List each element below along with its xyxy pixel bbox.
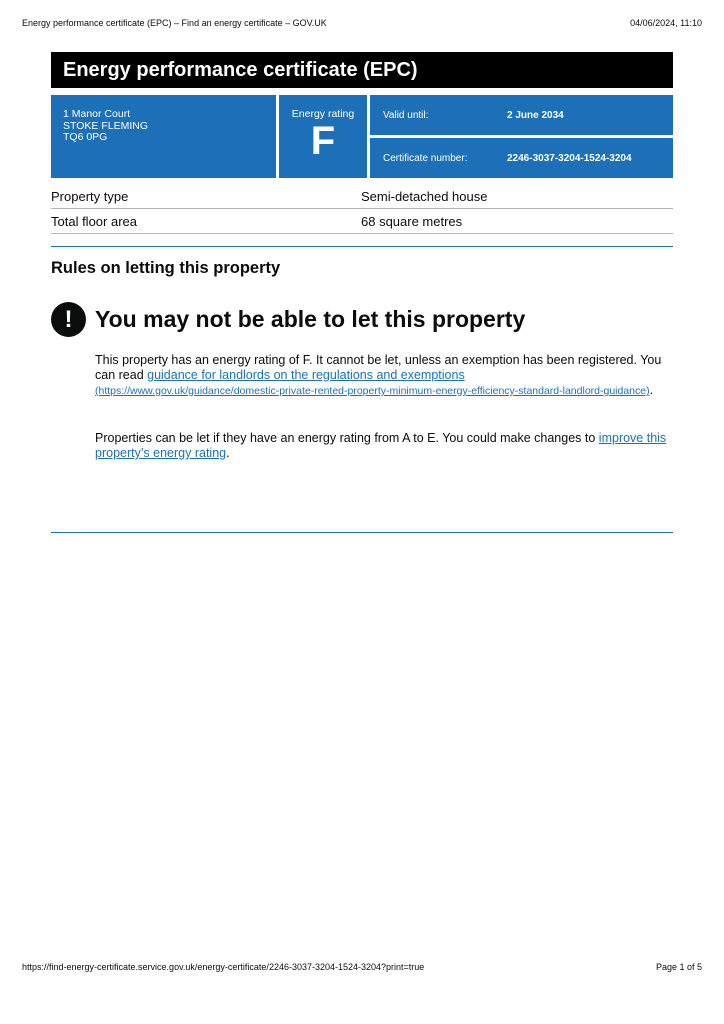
property-type-value: Semi-detached house [361,189,488,204]
certificate-details [370,95,673,178]
paragraph-2-text: Properties can be let if they have an energy rating from A to E. You could make changes to [95,431,599,445]
property-address [51,95,276,178]
letting-paragraph-1 [95,353,673,399]
address-postcode: TQ6 0PG [63,131,108,143]
landlord-guidance-url-link[interactable]: (https://www.gov.uk/guidance/domestic-private-rented-property-minimum-energy-efficiency-standard-landlord-guidance) [95,385,650,397]
landlord-guidance-link[interactable]: guidance for landlords on the regulations and exemptions [147,368,465,382]
page-title: Energy performance certificate (EPC) [51,52,673,88]
warning-icon: ! [51,302,86,337]
print-header [22,18,702,32]
improve-rating-link[interactable]: improve this property’s energy rating [95,431,667,460]
certificate-number-label: Certificate number: [383,152,468,164]
floor-area-value: 68 square metres [361,214,463,229]
print-footer-page: Page 1 of 5 [655,962,702,972]
address-line-2: STOKE FLEMING [63,119,148,132]
property-row [51,211,673,234]
warning-text: You may not be able to let this property [95,306,526,332]
valid-until-row [370,95,673,135]
floor-area-label: Total floor area [51,214,137,229]
letting-paragraph-2 [95,431,673,461]
property-row [51,186,673,209]
certificate-number-row [370,138,673,178]
section-divider [51,532,673,533]
letting-warning [51,302,525,337]
energy-rating-label: Energy rating [291,108,355,120]
property-type-label: Property type [51,189,129,204]
valid-until-value: 2 June 2034 [507,109,564,121]
section-divider [51,246,673,247]
address-line-1: 1 Manor Court [63,108,131,120]
certificate-number-value: 2246-3037-3204-1524-3204 [507,152,632,164]
certificate-summary [51,95,673,178]
letting-rules-heading: Rules on letting this property [51,259,281,277]
print-footer [22,962,702,976]
property-summary-list [51,186,673,236]
energy-rating-box [279,95,367,178]
paragraph-2-end: . [226,446,230,460]
paragraph-1-text: This property has an energy rating of F. It cannot be let, unless an exemption has been registered. You can read [95,353,662,382]
valid-until-label: Valid until: [383,109,429,121]
energy-rating-letter: F [310,119,336,163]
print-footer-url: https://find-energy-certificate.service.gov.uk/energy-certificate/2246-3037-3204-1524-3204?print=true [22,962,425,972]
print-header-title: Energy performance certificate (EPC) – Find an energy certificate – GOV.UK [22,18,327,28]
paragraph-1-end: . [649,383,654,397]
print-header-datetime: 04/06/2024, 11:10 [630,18,702,28]
